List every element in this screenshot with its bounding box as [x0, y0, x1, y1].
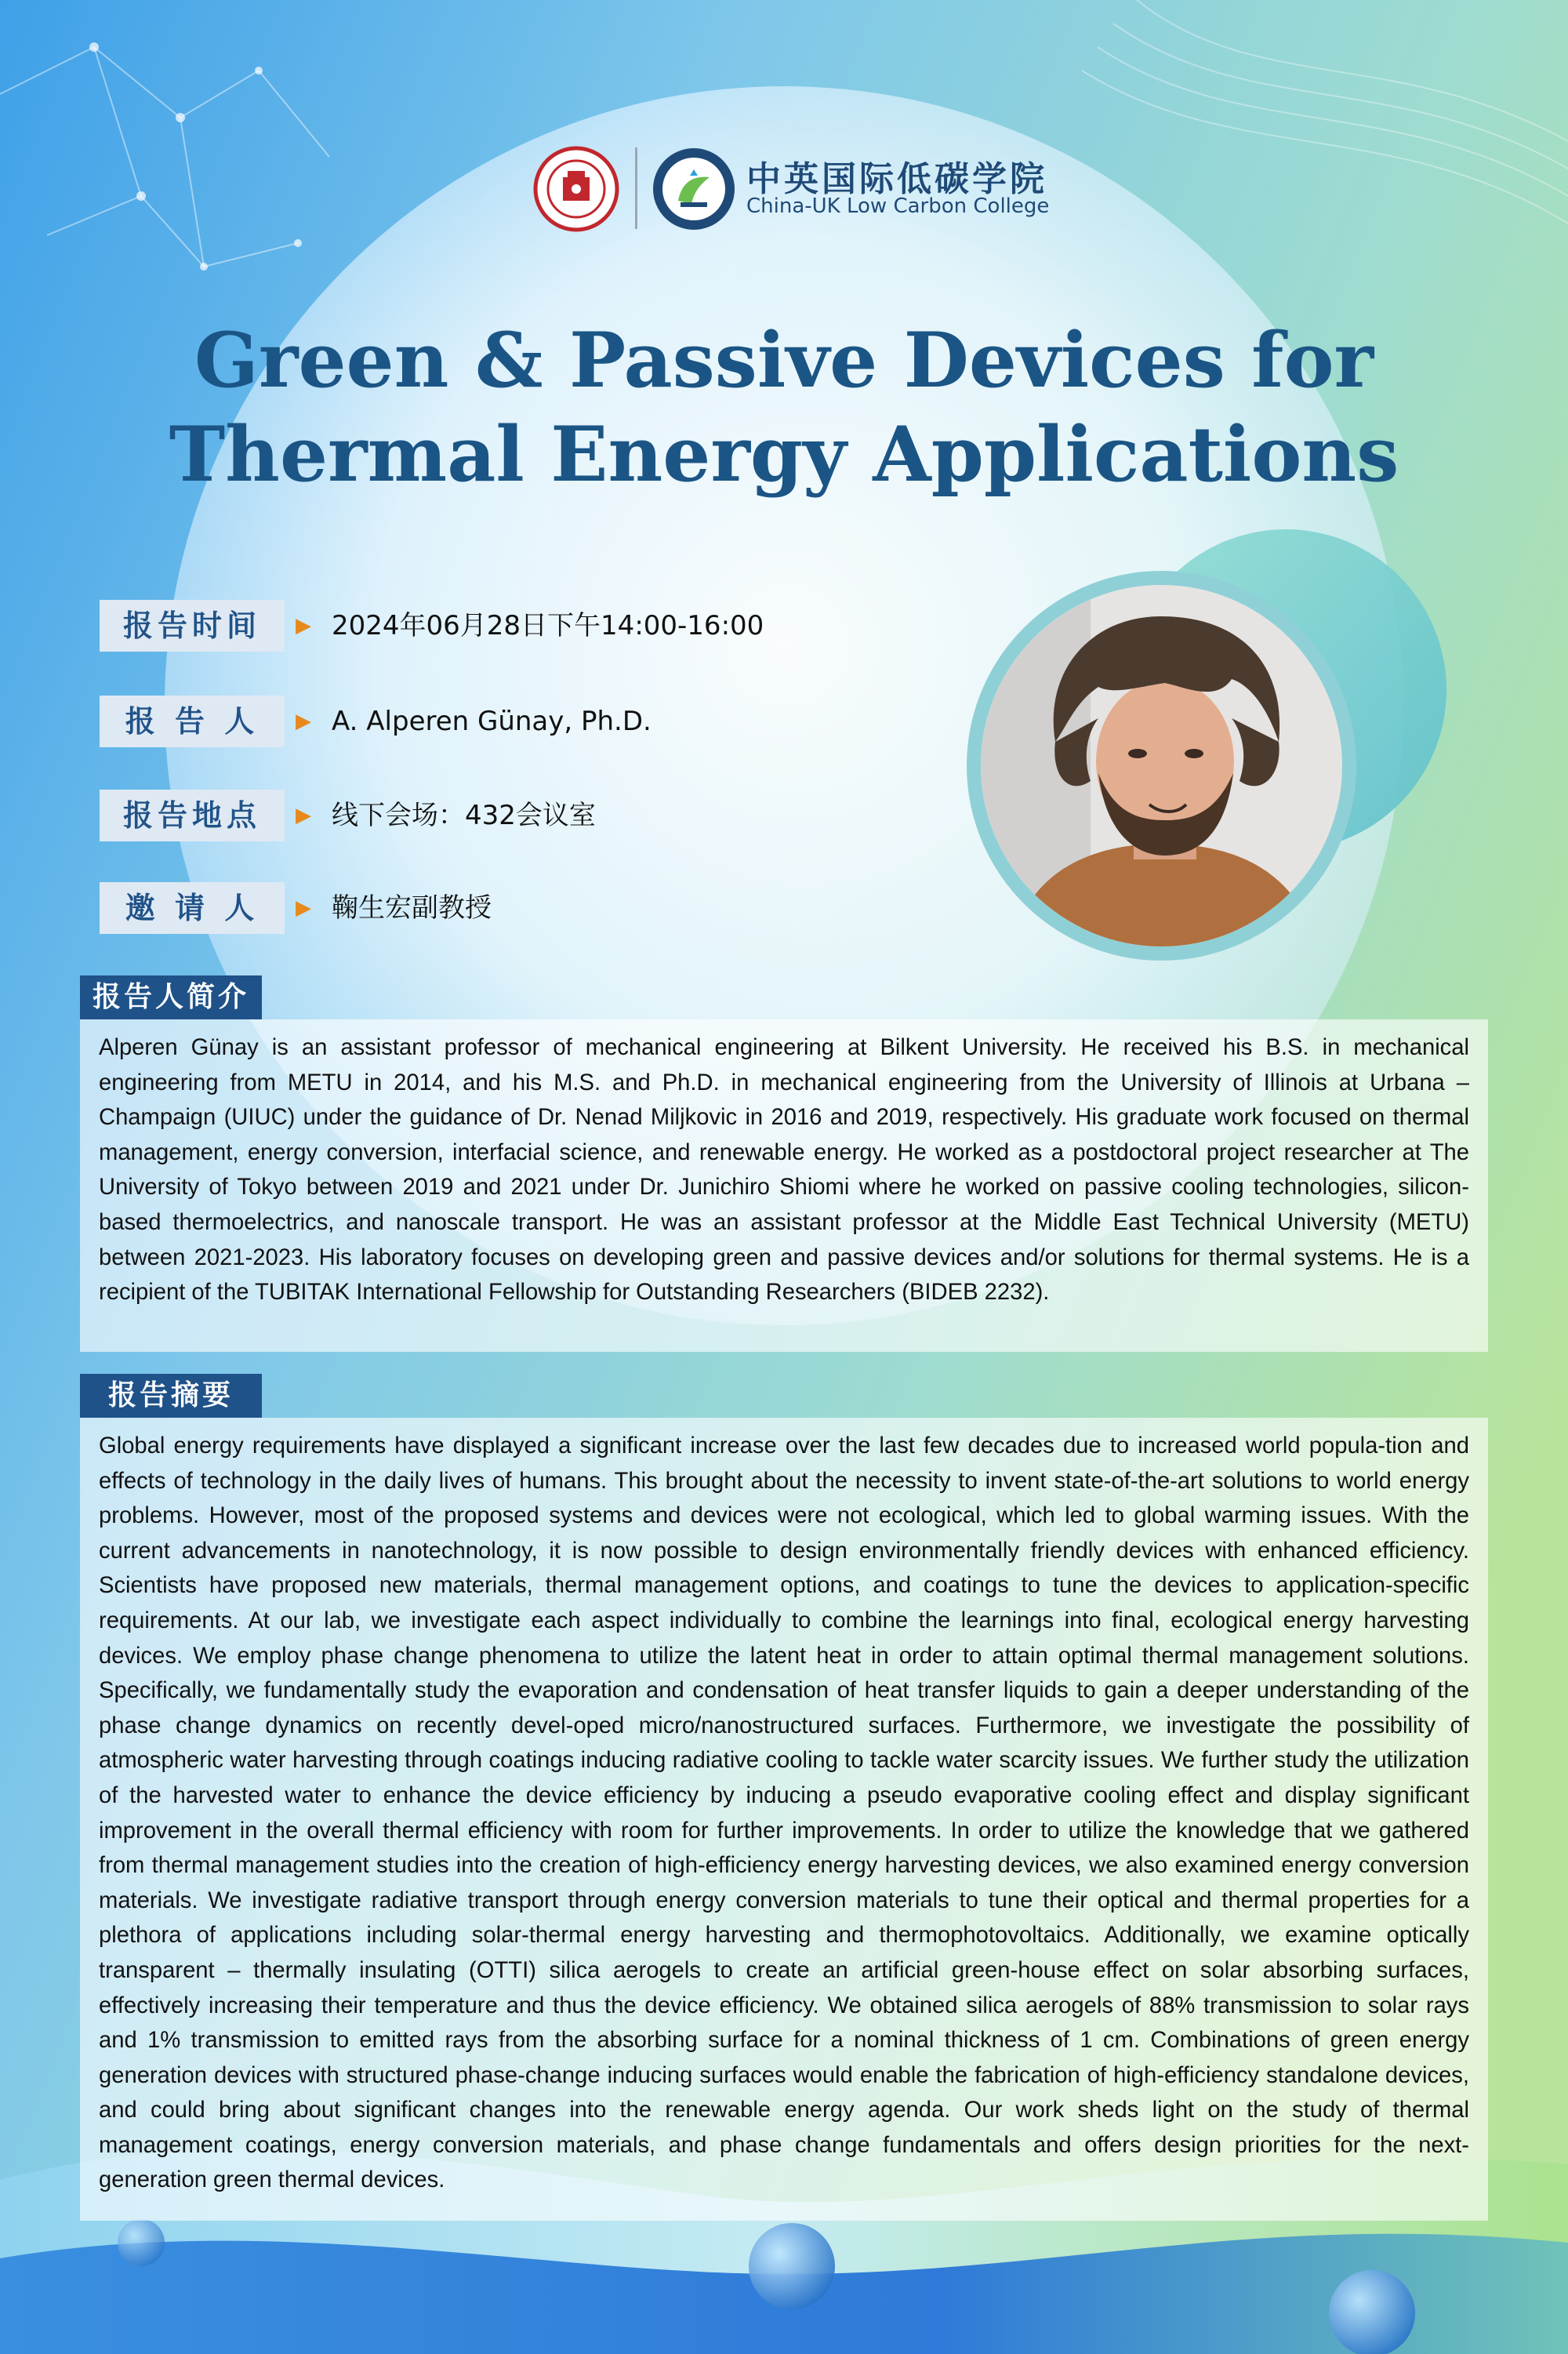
info-label: 报告时间 — [100, 600, 285, 652]
info-label: 报 告 人 — [100, 696, 285, 747]
abstract-box — [80, 1418, 1488, 2221]
college-logo — [651, 146, 737, 232]
abstract-text: Global energy requirements have displayed a significant increase over the last few decades due to increased world popula-tion and effects of technology in the daily lives of humans. This brought about the necessity to invent state-of-the-art solutions to world energy problems. However, most of the proposed systems and devices were not ecological, which led to global warming issues. With the current advancements in nanotechnology, it is now possible to design environmentally friendly devices with enhanced efficiency. Scientists have proposed new materials, thermal management options, and coatings to tune the devices to application-specific requirements. At our lab, we investigate each aspect individually to combine the learnings into final, ecological energy harvesting devices. We employ phase change phenomena to utilize the latent heat in order to attain optimal thermal management solutions. Specifically, we fundamentally study the evaporation and condensation of heat transfer liquids to gain a deeper understanding of the phase change dynamics on recently devel-oped micro/nanostructured surfaces. Furthermore, we investigate the possibility of atmospheric water harvesting through coatings inducing radiative cooling to tackle water scarcity issues. We further study the utilization of the harvested water to enhance the device efficiency by inducing a pseudo evaporative cooling effect and display significant improvement in the overall thermal efficiency with room for further improvements. In order to utilize the knowledge that we gathered from thermal management studies into the creation of high-efficiency energy harvesting devices, we also examined energy conversion materials. We investigate radiative transport through energy conversion materials to tune their optical and thermal properties for a plethora of applications including solar-thermal energy harvesting and thermophotovoltaics. Additionally, we examine optically transparent – thermally insulating (OTTI) silica aerogels to create an artificial green-house effect on solar absorbing surfaces, effectively increasing their temperature and thus the device efficiency. We obtained silica aerogels of 88% transmission to solar rays and 1% transmission to emitted rays from the absorbing surface for a nominal thickness of 1 cm. Combinations of green energy generation devices with structured phase-change inducing surfaces would enable the fabrication of high-efficiency standalone devices, and could bring about significant changes into the renewable energy agenda. Our work sheds light on the study of thermal management coatings, energy conversion materials, and phase change fundamentals and offers design priorities for the next-generation green thermal devices. — [99, 1433, 1469, 2193]
title-line-2: Thermal Energy Applications — [169, 410, 1399, 499]
college-name-en: China-UK Low Carbon College — [746, 194, 1050, 218]
bio-box — [80, 1019, 1488, 1352]
info-value: 线下会场：432会议室 — [332, 800, 596, 831]
info-label: 报告地点 — [100, 790, 285, 841]
info-value: 2024年06月28日下午14:00-16:00 — [332, 610, 764, 641]
title-line-1: Green & Passive Devices for — [194, 316, 1374, 405]
bio-text: Alperen Günay is an assistant professor of mechanical engineering at Bilkent University. He received his B.S. in mechanical engineering from METU in 2014, and his M.S. and Ph.D. in mechanical engineering from the University of Illinois at Urbana – Champaign (UIUC) under the guidance of Dr. Nenad Miljkovic in 2016 and 2019, respectively. His graduate work focused on thermal management, energy conversion, interfacial science, and renewable energy. He worked as a postdoctoral project researcher at The University of Tokyo between 2019 and 2021 under Dr. Junichiro Shiomi where he worked on passive cooling technologies, silicon-based thermoelectrics, and nanoscale transport. He was an assistant professor at the Middle East Technical University (METU) between 2021-2023. His laboratory focuses on developing green and passive devices and/or solutions for thermal systems. He is a recipient of the TUBITAK International Fellowship for Outstanding Researchers (BIDEB 2232). — [99, 1035, 1469, 1306]
info-row-speaker — [100, 696, 962, 747]
speaker-portrait — [967, 571, 1356, 961]
info-label: 邀 请 人 — [100, 882, 285, 934]
speaker-photo — [981, 585, 1342, 946]
triangle-arrow-icon: ▶ — [296, 804, 311, 827]
header-logos — [533, 140, 1051, 234]
abstract-heading: 报告摘要 — [80, 1374, 262, 1418]
triangle-arrow-icon: ▶ — [296, 896, 311, 920]
bio-heading: 报告人简介 — [80, 975, 262, 1019]
info-row-location — [100, 790, 962, 841]
poster-title — [78, 314, 1490, 502]
triangle-arrow-icon: ▶ — [296, 614, 311, 638]
sjtu-logo — [533, 146, 619, 232]
info-value: 鞠生宏副教授 — [332, 892, 492, 924]
info-row-host — [100, 882, 962, 934]
info-value: A. Alperen Günay, Ph.D. — [332, 706, 652, 737]
info-row-time — [100, 600, 962, 652]
college-name-cn: 中英国际低碳学院 — [746, 159, 1047, 199]
logo-divider — [635, 147, 637, 229]
triangle-arrow-icon: ▶ — [296, 710, 311, 733]
